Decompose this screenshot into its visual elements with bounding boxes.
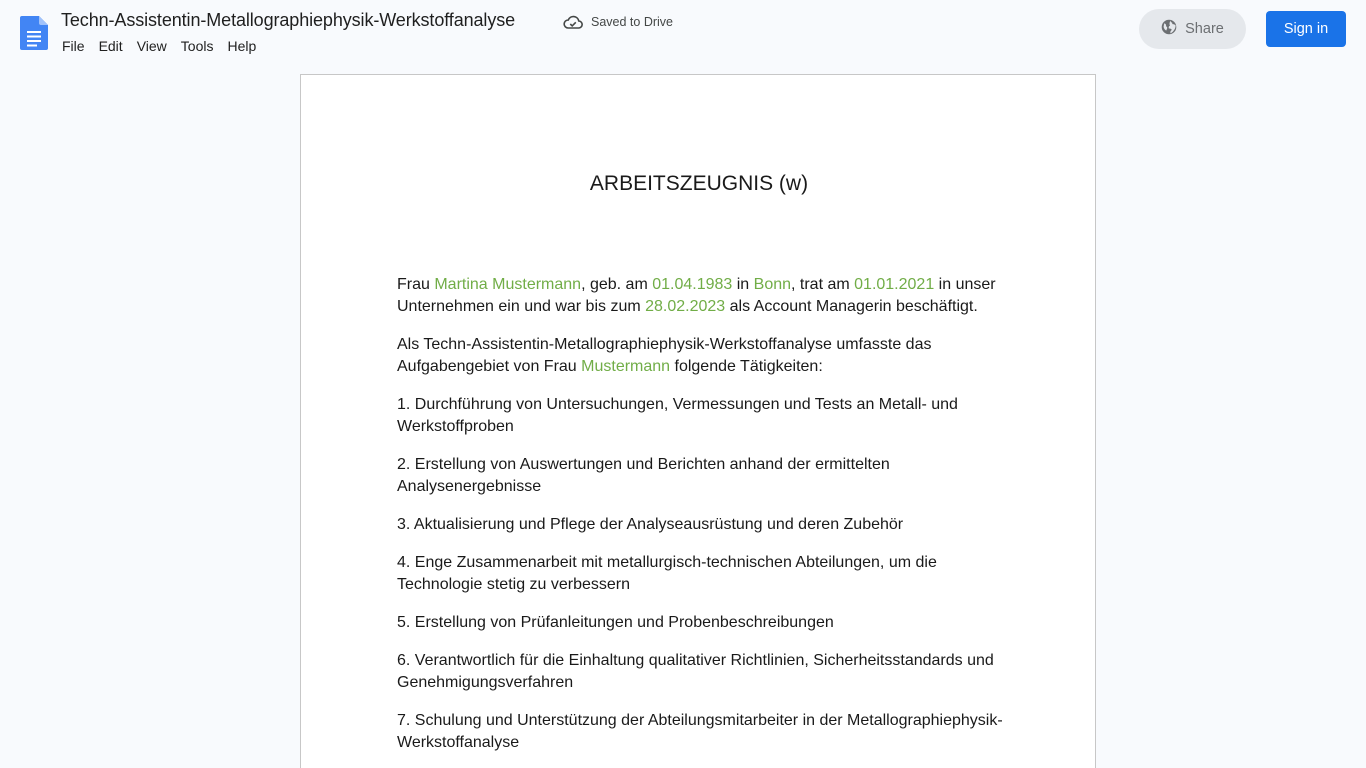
end-date: 28.02.2023 xyxy=(645,298,726,315)
save-status-label: Saved to Drive xyxy=(591,15,673,29)
document-title[interactable]: Techn-Assistentin-Metallographiephysik-Werkstoffanalyse xyxy=(61,10,516,30)
document-page xyxy=(300,74,1096,768)
start-date: 01.01.2021 xyxy=(854,276,935,293)
globe-icon xyxy=(1161,19,1177,39)
task-item: 3. Aktualisierung und Pflege der Analyseausrüstung und deren Zubehör xyxy=(397,516,904,533)
intro-paragraph: Frau Martina Mustermann, geb. am 01.04.1983 in Bonn, trat am 01.01.2021 in unser Unternehmen ein und war bis zum 28.02.2023 als Account Managerin beschäftigt. xyxy=(397,276,996,315)
birth-place: Bonn xyxy=(753,276,792,293)
birth-date: 01.04.1983 xyxy=(652,276,733,293)
task-item: 2. Erstellung von Auswertungen und Berichten anhand der ermittelten Analysenergebnisse xyxy=(397,456,890,495)
task-item: 1. Durchführung von Untersuchungen, Vermessungen und Tests an Metall- und Werkstoffproben xyxy=(397,396,958,435)
save-status[interactable] xyxy=(563,14,673,30)
tasks-intro-paragraph: Als Techn-Assistentin-Metallographiephysik-Werkstoffanalyse umfasste das Aufgabengebiet von Frau Mustermann folgende Tätigkeiten: xyxy=(397,336,932,375)
menu-file[interactable]: File xyxy=(62,38,85,54)
task-item: 5. Erstellung von Prüfanleitungen und Probenbeschreibungen xyxy=(397,614,834,631)
task-item: 4. Enge Zusammenarbeit mit metallurgisch-technischen Abteilungen, um die Technologie stetig zu verbessern xyxy=(397,554,937,593)
menu-bar xyxy=(55,37,263,55)
document-heading: ARBEITSZEUGNIS (w) xyxy=(589,172,809,195)
document-body xyxy=(397,274,1003,768)
sign-in-button[interactable]: Sign in xyxy=(1266,11,1346,47)
employee-surname: Mustermann xyxy=(581,358,671,375)
task-item: 6. Verantwortlich für die Einhaltung qualitativer Richtlinien, Sicherheitsstandards und Genehmigungsverfahren xyxy=(397,652,994,691)
share-label: Share xyxy=(1185,21,1224,37)
google-docs-icon[interactable] xyxy=(20,16,48,50)
menu-edit[interactable]: Edit xyxy=(98,38,123,54)
menu-help[interactable]: Help xyxy=(227,38,257,54)
share-button[interactable] xyxy=(1139,9,1246,49)
cloud-done-icon xyxy=(563,14,583,30)
menu-view[interactable]: View xyxy=(136,38,167,54)
top-bar xyxy=(0,0,1366,64)
task-item: 7. Schulung und Unterstützung der Abteilungsmitarbeiter in der Metallographiephysik-Werkstoffanalyse xyxy=(397,712,1003,751)
employee-name: Martina Mustermann xyxy=(434,276,582,293)
menu-tools[interactable]: Tools xyxy=(180,38,214,54)
